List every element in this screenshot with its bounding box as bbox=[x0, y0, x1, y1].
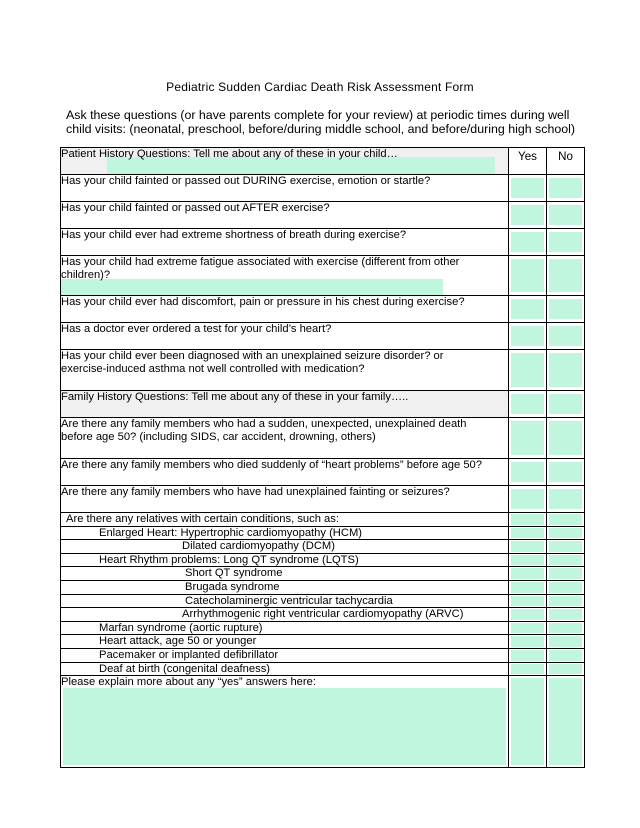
question-text: Are there any family members who died suddenly of “heart problems” before age 50? bbox=[61, 459, 509, 486]
condition-row bbox=[61, 540, 585, 554]
condition-label: Marfan syndrome (aortic rupture) bbox=[99, 621, 263, 634]
yes-checkbox[interactable] bbox=[509, 648, 547, 662]
no-explain-field[interactable] bbox=[547, 676, 585, 768]
condition-row bbox=[61, 608, 585, 622]
question-row bbox=[61, 175, 585, 202]
condition-row bbox=[61, 662, 585, 676]
yes-checkbox[interactable] bbox=[509, 202, 547, 229]
condition-row bbox=[61, 594, 585, 608]
question-row bbox=[61, 323, 585, 350]
question-text: Has your child ever been diagnosed with an unexplained seizure disorder? or exercise-induced asthma not well controlled with medication? bbox=[61, 350, 509, 391]
yes-checkbox[interactable] bbox=[509, 526, 547, 540]
yes-checkbox[interactable] bbox=[509, 459, 547, 486]
yes-checkbox[interactable] bbox=[509, 635, 547, 649]
no-checkbox[interactable] bbox=[547, 648, 585, 662]
no-checkbox[interactable] bbox=[547, 459, 585, 486]
no-checkbox[interactable] bbox=[547, 350, 585, 391]
yes-checkbox[interactable] bbox=[509, 553, 547, 567]
question-text: Has your child fainted or passed out AFTER exercise? bbox=[61, 202, 509, 229]
no-checkbox[interactable] bbox=[547, 526, 585, 540]
condition-label: Short QT syndrome bbox=[185, 567, 283, 580]
no-checkbox[interactable] bbox=[547, 175, 585, 202]
no-checkbox[interactable] bbox=[547, 296, 585, 323]
yes-checkbox[interactable] bbox=[509, 256, 547, 296]
yes-checkbox[interactable] bbox=[509, 580, 547, 594]
question-row bbox=[61, 202, 585, 229]
question-row bbox=[61, 459, 585, 486]
question-row bbox=[61, 486, 585, 513]
no-checkbox[interactable] bbox=[547, 323, 585, 350]
yes-column-header: Yes bbox=[509, 148, 547, 175]
yes-checkbox[interactable] bbox=[509, 513, 547, 527]
condition-row bbox=[61, 553, 585, 567]
question-row bbox=[61, 256, 585, 296]
no-checkbox[interactable] bbox=[547, 418, 585, 459]
question-row bbox=[61, 229, 585, 256]
condition-label: Catecholaminergic ventricular tachycardia bbox=[185, 594, 393, 607]
condition-label: Enlarged Heart: Hypertrophic cardiomyopathy (HCM) bbox=[99, 526, 363, 539]
yes-checkbox[interactable] bbox=[509, 175, 547, 202]
form-intro bbox=[66, 108, 596, 136]
intro-line-2: child visits: (neonatal, preschool, before/during middle school, and before/during high school) bbox=[66, 122, 576, 136]
question-text: Are there any family members who had a sudden, unexpected, unexplained death before age 50? (including SIDS, car accident, drowning, others) bbox=[61, 418, 509, 459]
condition-row bbox=[61, 567, 585, 581]
question-text: Are there any family members who have had unexplained fainting or seizures? bbox=[61, 486, 509, 513]
yes-checkbox[interactable] bbox=[509, 662, 547, 676]
conditions-intro: Are there any relatives with certain conditions, such as: bbox=[61, 513, 509, 527]
yes-checkbox[interactable] bbox=[509, 540, 547, 554]
no-checkbox[interactable] bbox=[547, 567, 585, 581]
conditions-intro-row bbox=[61, 513, 585, 527]
no-checkbox[interactable] bbox=[547, 391, 585, 418]
condition-row bbox=[61, 648, 585, 662]
condition-label: Dilated cardiomyopathy (DCM) bbox=[182, 540, 335, 553]
yes-explain-field[interactable] bbox=[509, 676, 547, 768]
yes-checkbox[interactable] bbox=[509, 418, 547, 459]
intro-line-1: Ask these questions (or have parents complete for your review) at periodic times during well bbox=[66, 108, 570, 122]
explain-label: Please explain more about any “yes” answers here: bbox=[61, 676, 316, 689]
no-checkbox[interactable] bbox=[547, 540, 585, 554]
condition-label: Heart attack, age 50 or younger bbox=[99, 635, 257, 648]
question-row bbox=[61, 418, 585, 459]
family-history-header-row bbox=[61, 391, 585, 418]
condition-label: Heart Rhythm problems: Long QT syndrome (LQTS) bbox=[99, 553, 359, 566]
question-text: Has your child had extreme fatigue associated with exercise (different from other children)? bbox=[61, 256, 460, 281]
no-checkbox[interactable] bbox=[547, 594, 585, 608]
no-checkbox[interactable] bbox=[547, 553, 585, 567]
no-checkbox[interactable] bbox=[547, 580, 585, 594]
explain-text-area[interactable] bbox=[63, 688, 506, 765]
question-text: Has your child fainted or passed out DURING exercise, emotion or startle? bbox=[61, 175, 509, 202]
question-row bbox=[61, 350, 585, 391]
yes-checkbox[interactable] bbox=[509, 486, 547, 513]
patient-history-header-row bbox=[61, 148, 585, 175]
no-column-header: No bbox=[547, 148, 585, 175]
risk-assessment-table bbox=[60, 147, 585, 768]
yes-checkbox[interactable] bbox=[509, 608, 547, 622]
yes-checkbox[interactable] bbox=[509, 350, 547, 391]
question-text: Has your child ever had discomfort, pain or pressure in his chest during exercise? bbox=[61, 296, 509, 323]
question-row bbox=[61, 296, 585, 323]
no-checkbox[interactable] bbox=[547, 662, 585, 676]
yes-checkbox[interactable] bbox=[509, 391, 547, 418]
no-checkbox[interactable] bbox=[547, 621, 585, 635]
no-checkbox[interactable] bbox=[547, 256, 585, 296]
condition-row bbox=[61, 526, 585, 540]
no-checkbox[interactable] bbox=[547, 635, 585, 649]
question-text: Has a doctor ever ordered a test for your child’s heart? bbox=[61, 323, 509, 350]
yes-checkbox[interactable] bbox=[509, 296, 547, 323]
no-checkbox[interactable] bbox=[547, 608, 585, 622]
condition-label: Pacemaker or implanted defibrillator bbox=[99, 648, 279, 661]
yes-checkbox[interactable] bbox=[509, 567, 547, 581]
explain-row bbox=[61, 676, 585, 768]
patient-history-header: Patient History Questions: Tell me about any of these in your child… bbox=[61, 148, 398, 160]
condition-row bbox=[61, 635, 585, 649]
condition-label: Brugada syndrome bbox=[185, 580, 280, 593]
yes-checkbox[interactable] bbox=[509, 621, 547, 635]
family-history-header: Family History Questions: Tell me about any of these in your family….. bbox=[61, 391, 509, 418]
condition-row bbox=[61, 621, 585, 635]
question-text: Has your child ever had extreme shortness of breath during exercise? bbox=[61, 229, 509, 256]
no-checkbox[interactable] bbox=[547, 229, 585, 256]
yes-checkbox[interactable] bbox=[509, 594, 547, 608]
no-checkbox[interactable] bbox=[547, 486, 585, 513]
condition-label: Deaf at birth (congenital deafness) bbox=[99, 662, 271, 675]
condition-row bbox=[61, 580, 585, 594]
no-checkbox[interactable] bbox=[547, 513, 585, 527]
yes-checkbox[interactable] bbox=[509, 229, 547, 256]
condition-label: Arrhythmogenic right ventricular cardiomyopathy (ARVC) bbox=[182, 608, 464, 621]
no-checkbox[interactable] bbox=[547, 202, 585, 229]
yes-checkbox[interactable] bbox=[509, 323, 547, 350]
form-title: Pediatric Sudden Cardiac Death Risk Assessment Form bbox=[166, 80, 474, 94]
